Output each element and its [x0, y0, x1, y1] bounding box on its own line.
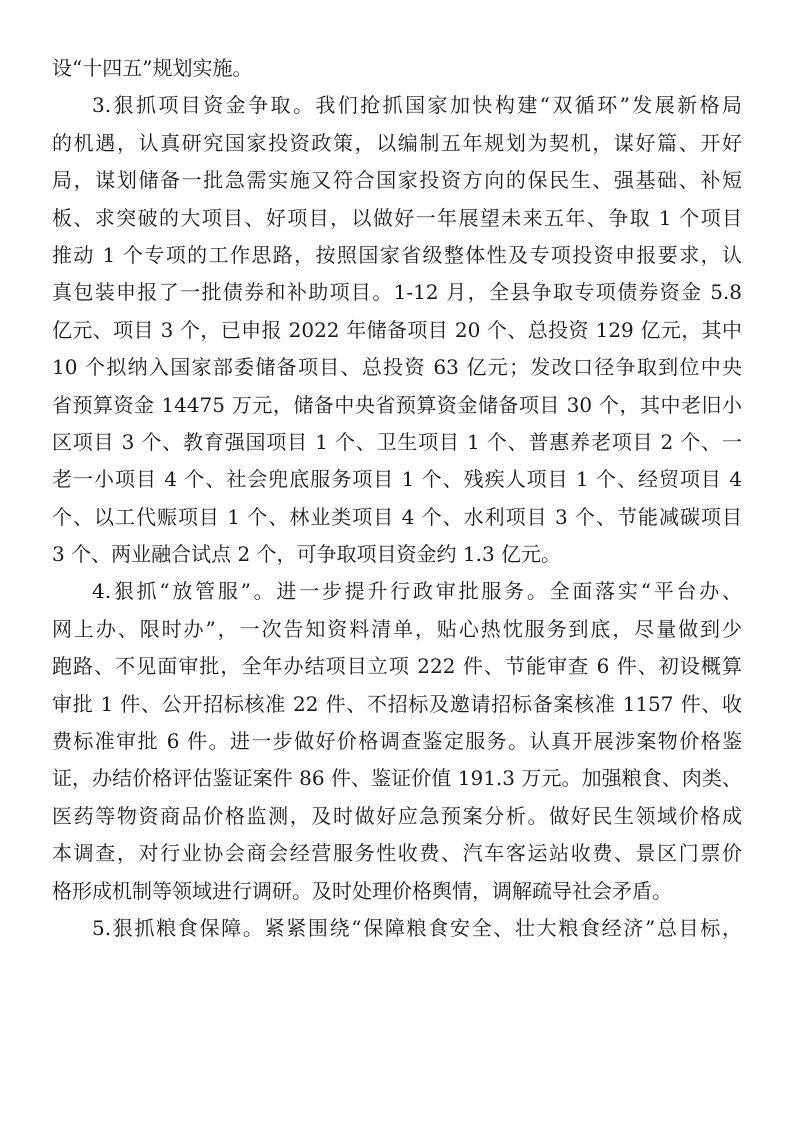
text-line: 网上办、限时办”，一次告知资料清单，贴心热忱服务到底，尽量做到少: [52, 616, 742, 641]
paragraph-continuation: [52, 50, 742, 87]
text-line: 4.狠抓“放管服”。进一步提升行政审批服务。全面落实“平台办、: [92, 579, 742, 604]
text-line: 个、以工代赈项目 1 个、林业类项目 4 个、水利项目 3 个、节能减碳项目: [52, 504, 742, 529]
text-line: 板、求突破的大项目、好项目，以做好一年展望未来五年、争取 1 个项目: [52, 205, 742, 230]
text-line: 的机遇，认真研究国家投资政策，以编制五年规划为契机，谋好篇、开好: [52, 130, 742, 155]
text-line: 区项目 3 个、教育强国项目 1 个、卫生项目 1 个、普惠养老项目 2 个、一: [52, 429, 742, 454]
paragraph-grain-security: [52, 910, 742, 947]
text-line: 5.狠抓粮食保障。紧紧围绕“保障粮食安全、壮大粮食经济”总目标，: [92, 915, 742, 940]
text-line: 医药等物资商品价格监测，及时做好应急预案分析。做好民生领域价格成: [52, 803, 742, 828]
text-line: 跑路、不见面审批，全年办结项目立项 222 件、节能审查 6 件、初设概算: [52, 654, 742, 679]
text-line: 局，谋划储备一批急需实施又符合国家投资方向的保民生、强基础、补短: [52, 168, 742, 193]
text-line: 亿元、项目 3 个，已申报 2022 年储备项目 20 个、总投资 129 亿元，其中: [52, 317, 742, 342]
text-line: 审批 1 件、公开招标核准 22 件、不招标及邀请招标备案核准 1157 件、收: [52, 691, 742, 716]
paragraph-admin-services: [52, 573, 742, 910]
text-line: 证，办结价格评估鉴证案件 86 件、鉴证价值 191.3 万元。加强粮食、肉类、: [52, 766, 742, 791]
document-body: [52, 50, 742, 947]
text-line: 老一小项目 4 个、社会兜底服务项目 1 个、残疾人项目 1 个、经贸项目 4: [52, 467, 742, 492]
text-line: 真包装申报了一批债券和补助项目。1-12 月，全县争取专项债券资金 5.8: [52, 280, 742, 305]
text-line: 格形成机制等领域进行调研。及时处理价格舆情，调解疏导社会矛盾。: [52, 878, 672, 903]
paragraph-project-funding: [52, 87, 742, 573]
text-line: 3 个、两业融合试点 2 个，可争取项目资金约 1.3 亿元。: [52, 542, 562, 567]
text-line: 设“十四五”规划实施。: [52, 56, 253, 80]
text-line: 10 个拟纳入国家部委储备项目、总投资 63 亿元；发改口径争取到位中央: [52, 355, 742, 380]
text-line: 3.狠抓项目资金争取。我们抢抓国家加快构建“双循环”发展新格局: [92, 93, 742, 118]
text-line: 省预算资金 14475 万元，储备中央省预算资金储备项目 30 个，其中老旧小: [52, 392, 742, 417]
text-line: 推动 1 个专项的工作思路，按照国家省级整体性及专项投资申报要求，认: [52, 242, 742, 267]
text-line: 本调查，对行业协会商会经营服务性收费、汽车客运站收费、景区门票价: [52, 841, 742, 866]
text-line: 费标准审批 6 件。进一步做好价格调查鉴定服务。认真开展涉案物价格鉴: [52, 729, 742, 754]
